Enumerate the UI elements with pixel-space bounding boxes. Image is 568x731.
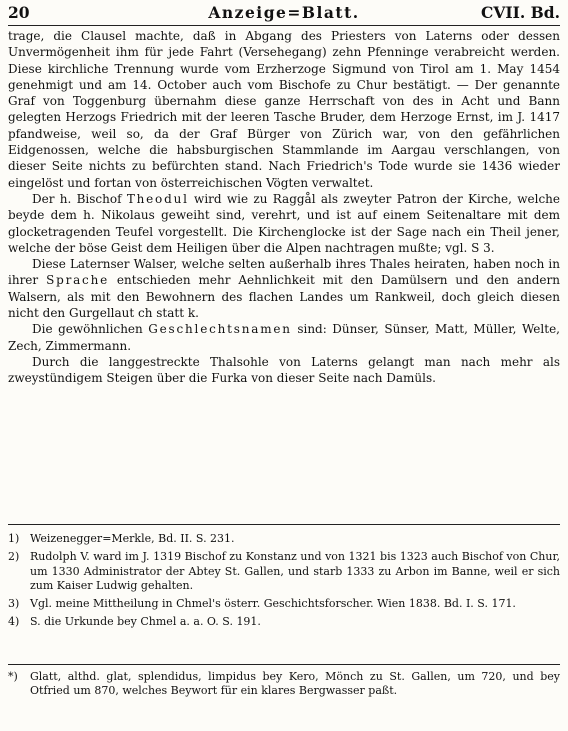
footnote bbox=[8, 615, 560, 629]
header-rule bbox=[8, 25, 560, 26]
star-footnote-marker: *) bbox=[8, 670, 18, 683]
footnote bbox=[8, 532, 560, 546]
star-footnote-text: Glatt, althd. glat, splendidus, limpidus bey Kero, Mönch zu St. Gallen, um 720, und bey Otfried um 870, welches Beywort für ein klares Bergwasser paßt. bbox=[30, 670, 560, 698]
walser-rest: entschieden mehr Aehnlichkeit mit den Damülsern und den andern Walsern, als mit den Bewohnern des flachen Landes um Rankweil, doch gleich diesen nicht den Gurgellaut ch statt k. bbox=[8, 273, 560, 321]
star-footnote bbox=[8, 670, 560, 699]
footnotes bbox=[8, 532, 560, 634]
names-rest: sind: Dünser, Sünser, Matt, Müller, Welte, Zech, Zimmermann. bbox=[8, 322, 560, 353]
footnote-rule bbox=[8, 524, 560, 525]
paragraph-names bbox=[8, 321, 560, 354]
footnote-number: 3) bbox=[8, 597, 20, 611]
footnote-text: Vgl. meine Mittheilung in Chmel's österr. Geschichtsforscher. Wien 1838. Bd. I. S. 171. bbox=[30, 597, 516, 611]
walser-lead: Diese Laternser Walser, welche selten außerhalb ihres Thales heiraten, haben noch in ihrer bbox=[8, 257, 560, 288]
main-text bbox=[8, 28, 560, 387]
page-header bbox=[8, 2, 560, 24]
footnote-text: S. die Urkunde bey Chmel a. a. O. S. 191. bbox=[30, 615, 261, 629]
volume-label: CVII. Bd. bbox=[481, 3, 560, 22]
footnote bbox=[8, 550, 560, 593]
paragraph-last: Durch die langgestreckte Thalsohle von Laterns gelangt man nach mehr als zweystündigem Steigen über die Furka von dieser Seite nach Damüls. bbox=[8, 354, 560, 386]
paragraph-walser bbox=[8, 256, 560, 321]
footnote-number: 2) bbox=[8, 550, 20, 564]
theodul-lead: Der h. Bischof bbox=[32, 191, 127, 206]
footnote-text: Rudolph V. ward im J. 1319 Bischof zu Konstanz und von 1321 bis 1323 auch Bischof von Chur, um 1330 Administrator der Abtey St. Gallen, und starb 1333 zu Arbon im Banne, weil er sich zum Kaiser Ludwig gehalten. bbox=[30, 550, 560, 592]
paragraph-theodul bbox=[8, 191, 560, 256]
footnote-text: Weizenegger=Merkle, Bd. II. S. 231. bbox=[30, 532, 235, 545]
theodul-rest: wird wie zu Raggål als zweyter Patron der Kirche, welche beyde dem h. Nikolaus geweiht sind, verehrt, und ist auf einem Seitenaltare mit dem glocketragenden Teufel vorgestellt. Die Kirchenglocke ist der Sage nach ein Theil jener, welche der böse Geist dem Heiligen über die Alpen nachtragen mußte; vgl. S 3. bbox=[8, 191, 560, 255]
page-title: Anzeige=Blatt. bbox=[208, 3, 360, 22]
theodul-name: Theodul bbox=[126, 191, 189, 206]
page-number: 20 bbox=[8, 3, 30, 22]
footnote-number: 4) bbox=[8, 615, 20, 629]
names-lead: Die gewöhnlichen bbox=[32, 322, 149, 337]
footnote bbox=[8, 597, 560, 611]
footnote-number: 1) bbox=[8, 532, 20, 545]
paragraph-continued: trage, die Clausel machte, daß in Abgang des Priesters von Laterns oder dessen Unvermögenheit ihm für jede Fahrt (Versehegang) zehn Pfenninge verabreicht werden. Diese kirchliche Trennung wurde vom Erzherzoge Sigmund von Tirol am 1. May 1454 genehmigt und am 14. October auch vom Bischofe zu Chur bestätigt. — Der genannte Graf von Toggenburg übernahm diese ganze Herrschaft von des in Acht und Bann gelegten Herzogs Friedrich mit der leeren Tasche Bruder, dem Herzoge Ernst, im J. 1417 pfandweise, weil so, da der Graf Bürger von Zürich war, von den gefährlichen Eidgenossen, welche die habsburgischen Stammlande im Aargau verschlangen, von dieser Seite nichts zu befürchten stand. Nach Friedrich's Tode wurde sie 1436 wieder eingelöst und fortan von österreichischen Vögten verwaltet. bbox=[8, 29, 560, 190]
walser-word: Sprache bbox=[46, 273, 110, 288]
names-term: Geschlechtsnamen bbox=[148, 322, 292, 337]
star-note-rule bbox=[8, 664, 560, 665]
